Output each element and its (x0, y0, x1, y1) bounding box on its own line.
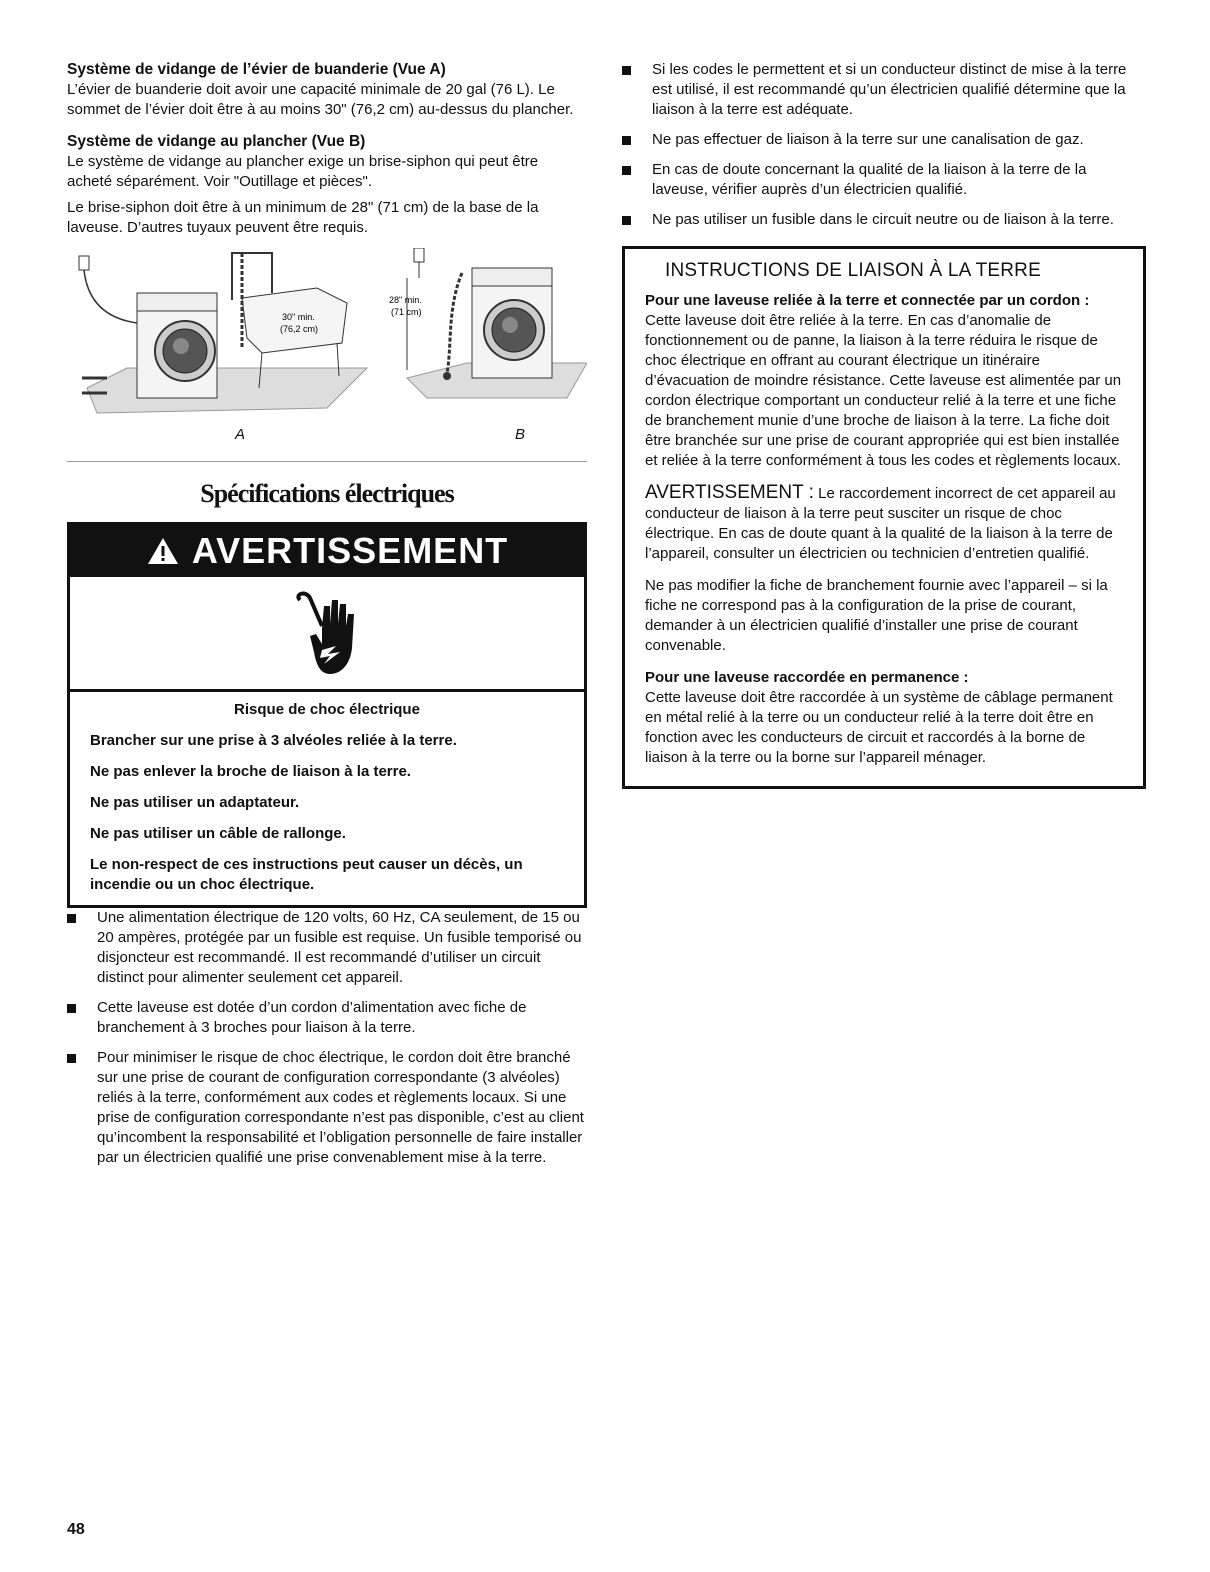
paragraph-floor-drain-1: Le système de vidange au plancher exige un brise-siphon qui peut être acheté séparément. Voir "Outillage et pièces". (67, 153, 539, 190)
dim-b-label-1: 28" min. (389, 295, 422, 305)
warning-header (70, 525, 584, 577)
dim-b-label-2: (71 cm) (391, 307, 422, 317)
paragraph-corded: Cette laveuse doit être reliée à la terre. En cas d’anomalie de fonctionnement ou de panne, la liaison à la terre réduira le risque de choc électrique en offrant au courant électrique un itinéraire d’évacuation de moindre résistance. Cette laveuse est alimentée par un cordon électrique comportant un conducteur relié à la terre et une fiche de branchement munie d’une broche de liaison à la terre. La fiche doit être branchée sur une prise de courant appropriée qui est bien installée et reliée à la terre conformément à tous les codes et règlements locaux. (645, 312, 1122, 469)
grounding-instructions-title: INSTRUCTIONS DE LIAISON À LA TERRE (665, 260, 1041, 281)
left-column (67, 60, 587, 1178)
warning-line: Ne pas utiliser un adaptateur. (90, 794, 300, 811)
subheading-corded: Pour une laveuse reliée à la terre et connectée par un cordon : (645, 292, 1090, 309)
warning-body: Le raccordement incorrect de cet appareil au conducteur de liaison à la terre peut susciter un risque de choc électrique. En cas de doute quant à la qualité de la liaison à la terre de l’appareil, consulter un électricien ou technicien d’entretien qualifié. (645, 485, 1116, 562)
electrical-requirements-list (67, 908, 587, 1168)
dim-a-label-2: (76,2 cm) (280, 324, 319, 334)
grounding-instructions-box (622, 246, 1146, 789)
figure-label-b: B (515, 426, 526, 443)
washer-drain-illustration (67, 248, 587, 423)
drain-installation-figure (67, 248, 587, 453)
warning-line: Ne pas utiliser un câble de rallonge. (90, 825, 346, 842)
warning-line: Ne pas enlever la broche de liaison à la terre. (90, 763, 411, 780)
dim-a-label-1: 30" min. (282, 312, 315, 322)
right-column (622, 60, 1146, 789)
paragraph-floor-drain-2: Le brise-siphon doit être à un minimum de 28" (71 cm) de la base de la laveuse. D’autres tuyaux peuvent être requis. (67, 199, 539, 236)
warning-text (70, 692, 584, 905)
warning-label: AVERTISSEMENT : (645, 482, 814, 503)
warning-triangle-icon (146, 536, 180, 566)
warning-header-text: AVERTISSEMENT (191, 530, 509, 571)
warning-box (67, 522, 587, 908)
section-title: Spécifications électriques (200, 479, 454, 508)
grounding-notes-list (622, 60, 1146, 230)
list-item: Ne pas utiliser un fusible dans le circuit neutre ou de liaison à la terre. (622, 210, 1146, 230)
list-item: Ne pas effectuer de liaison à la terre sur une canalisation de gaz. (622, 130, 1146, 150)
paragraph-plug: Ne pas modifier la fiche de branchement fournie avec l’appareil – si la fiche ne correspond pas à la configuration de la prise de courant, demander à un électricien qualifié d’installer une prise de courant convenable. (645, 577, 1108, 654)
subheading-permanent: Pour une laveuse raccordée en permanence : (645, 669, 969, 686)
warning-line: Brancher sur une prise à 3 alvéoles reliée à la terre. (90, 732, 457, 749)
list-item: Pour minimiser le risque de choc électrique, le cordon doit être branché sur une prise de courant de configuration correspondante (3 alvéoles) reliés à la terre, conformément aux codes et règlements locaux. Si une prise de configuration correspondante n’est pas disponible, c’est au client qu’incombent la responsabilité et l’obligation personnelle de faire installer par un électricien qualifié une prise convenablement mise à la terre. (67, 1048, 587, 1168)
heading-laundry-sink-drain: Système de vidange de l’évier de buanderie (Vue A) (67, 61, 446, 78)
list-item: En cas de doute concernant la qualité de la liaison à la terre de la laveuse, vérifier auprès d’un électricien qualifié. (622, 160, 1146, 200)
paragraph-laundry-sink-drain: L’évier de buanderie doit avoir une capacité minimale de 20 gal (76 L). Le sommet de l’évier doit être à au moins 30" (76,2 cm) au-dessus du plancher. (67, 81, 574, 118)
paragraph-permanent: Cette laveuse doit être raccordée à un système de câblage permanent en métal relié à la terre ou un conducteur relié à la terre doit être en fonction avec les conducteurs de circuit et raccordés à la borne de liaison à la terre ou la borne sur l’appareil ménager. (645, 689, 1113, 766)
page-number: 48 (67, 1521, 85, 1538)
warning-risk: Risque de choc électrique (234, 701, 420, 718)
paragraph-warning (645, 483, 1123, 564)
list-item: Cette laveuse est dotée d’un cordon d’alimentation avec fiche de branchement à 3 broches pour liaison à la terre. (67, 998, 587, 1038)
list-item: Une alimentation électrique de 120 volts, 60 Hz, CA seulement, de 15 ou 20 ampères, protégée par un fusible est requise. Un fusible temporisé ou disjoncteur est recommandé. Il est recommandé d’utiliser un circuit distinct pour alimenter seulement cet appareil. (67, 908, 587, 988)
figure-label-a: A (235, 426, 246, 443)
warning-line: Le non-respect de ces instructions peut causer un décès, un incendie ou un choc électrique. (90, 856, 523, 893)
divider (67, 461, 587, 462)
electric-shock-icon (70, 577, 584, 692)
list-item: Si les codes le permettent et si un conducteur distinct de mise à la terre est utilisé, il est recommandé qu’un électricien qualifié détermine que la liaison à la terre est adéquate. (622, 60, 1146, 120)
heading-floor-drain: Système de vidange au plancher (Vue B) (67, 133, 366, 150)
